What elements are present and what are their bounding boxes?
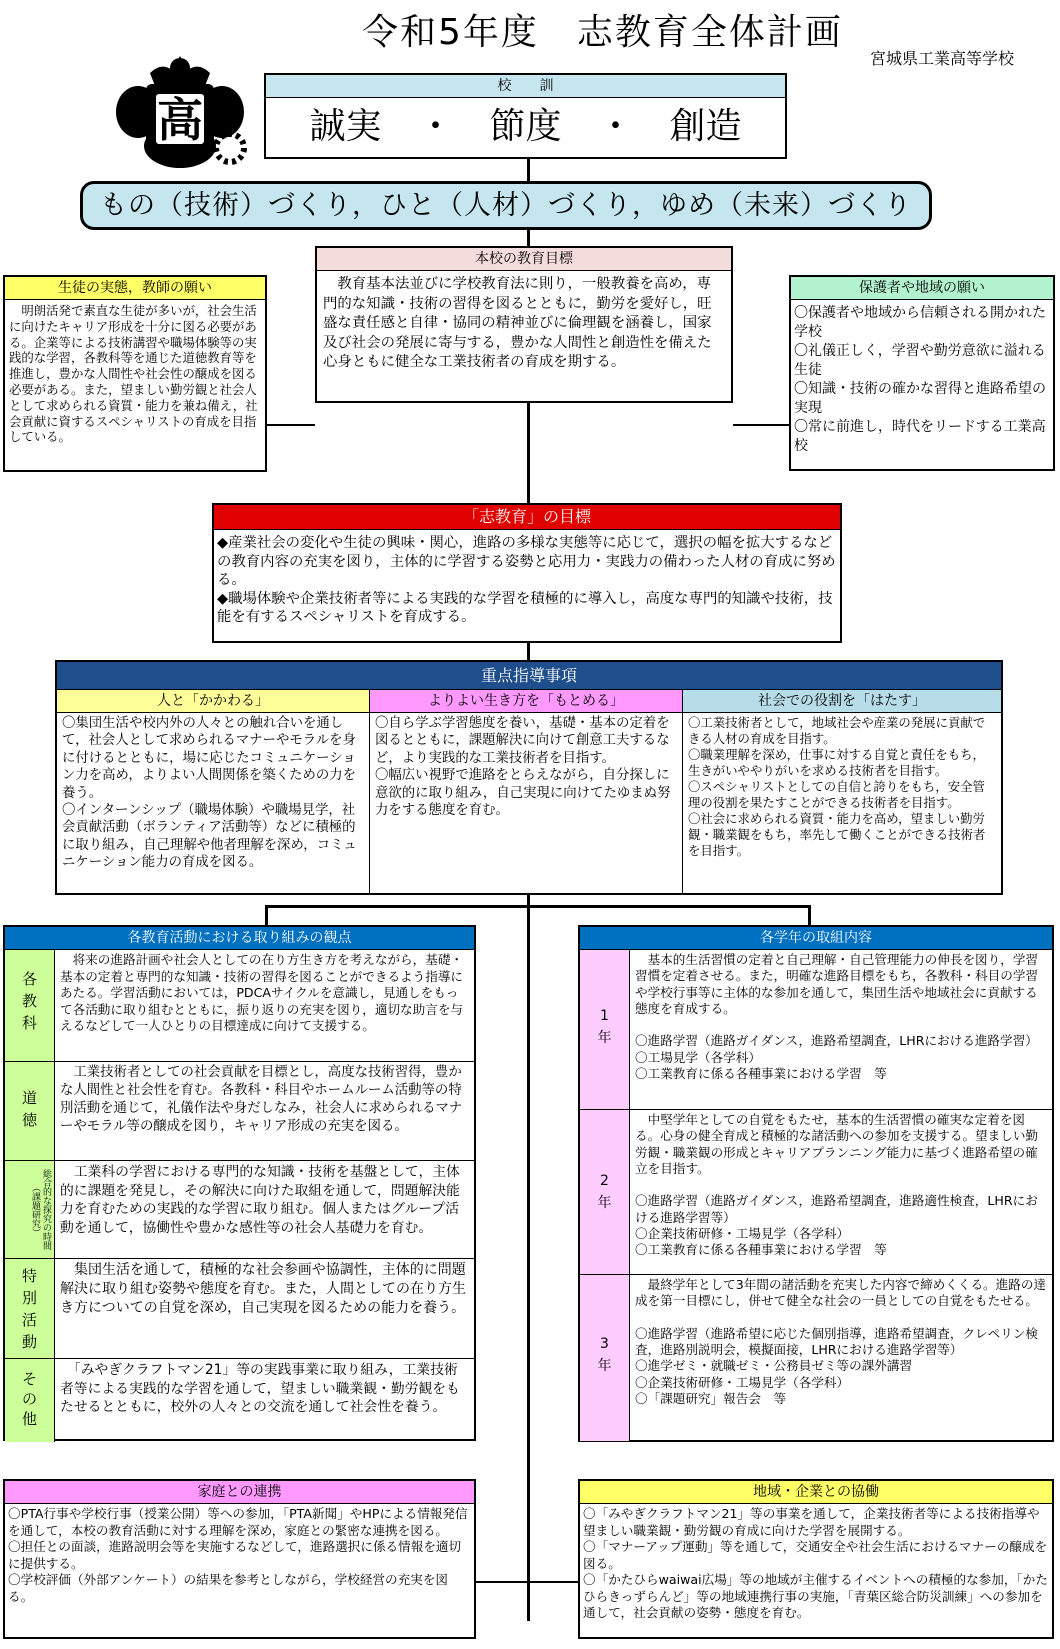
page-title: 令和5年度 志教育全体計画	[362, 12, 843, 53]
school-goal-box	[315, 246, 733, 403]
priority-column-text: 〇自ら学ぶ学習態度を養い，基礎・基本の定着を図るとともに，課題解決に向けて創意工夫するなど，より実践的な工業技術者を目指す。 〇幅広い視野で進路をとらえながら，自分探しに意欲的に取り組み，自己実現に向けてたゆまぬ努力をする態度を育む。	[375, 716, 671, 819]
school-goal-text: 教育基本法並びに学校教育法に則り，一般教養を高め，専門的な知識・技術の習得を図るとともに，勤労を愛好し，旺盛な責任感と自律・協同の精神並びに倫理観を涵養し，国家及び社会の発展に寄与する，豊かな人間性と創造性を備えた心身ともに健全な工業技術者の育成を期する。	[323, 276, 712, 370]
activity-text: 「みやぎクラフトマン21」等の実践事業に取り組み，工業技術者等による実践的な学習を通して，望ましい職業観・勤労観をもたせるとともに，校外の人々との交流を通して社会性を養う。	[60, 1362, 460, 1415]
grades-box	[578, 925, 1054, 1442]
school-goal-header: 本校の教育目標	[317, 248, 731, 271]
school-logo	[110, 48, 250, 173]
priority-header: 重点指導事項	[57, 662, 1001, 690]
connector-line	[267, 424, 315, 426]
kokun-header: 校 訓	[266, 75, 785, 98]
grade-label: 1 年	[580, 950, 630, 1109]
logo-character: 高	[157, 93, 203, 147]
connector-line	[733, 424, 790, 426]
connector-line	[265, 905, 268, 925]
guardian-wish-header: 保護者や地域の願い	[791, 277, 1053, 300]
guardian-wish-box	[789, 275, 1055, 471]
connector-line	[265, 905, 810, 908]
kokorozashi-goal-text: ◆産業社会の変化や生徒の興味・関心，進路の多様な実態等に応じて，選択の幅を拡大するなどの教育内容の充実を図り，主体的に学習する姿勢と応用力・実践力の備わった人材の育成に努める。 ◆職場体験や企業技術者等による実践的な学習を積極的に導入し，高度な専門的知識や技術，技能を有するスペシャリストを育成する。	[217, 535, 836, 625]
community-header: 地域・企業との協働	[580, 1481, 1052, 1504]
family-header: 家庭との連携	[5, 1481, 474, 1504]
connector-line	[475, 1581, 582, 1583]
school-name: 宮城県工業高等学校	[870, 49, 1015, 68]
activity-text: 将来の進路計画や社会人としての在り方生き方を考えながら，基礎・基本の定着と専門的な知識・技術の習得を図ることができるよう指導にあたる。学習活動においては，PDCAサイクルを意識し，見通しをもって各活動に取り組むとともに，振り返りの充実を図り，適切な助言を与えるなどして一人ひとりの目標達成に向けて支援する。	[60, 952, 463, 1033]
priority-column-text: 〇集団生活や校内外の人々との触れ合いを通して，社会人として求められるマナーやモラルを身に付けるとともに，場に応じたコミュニケーション力を高め，よりよい人間関係を築くための力を養う。 〇インターンシップ（職場体験）や職場見学，社会貢献活動（ボランティア活動等）などに積極的に取り組み，自己理解や他者理解を深め，コミュニケーション能力の育成を図る。	[62, 716, 357, 871]
priority-column-hatasu	[683, 690, 1001, 894]
grades-header: 各学年の取組内容	[580, 927, 1052, 950]
activity-text: 工業科の学習における専門的な知識・技術を基盤として，主体的に課題を発見し，その解決に向けた取組を通して，問題解決能力を育むための実践的な学習に取り組む。個人またはグループ活動を通して，協働性や豊かな感性等の社会人基礎力を育む。	[60, 1164, 460, 1236]
priority-column-header: 社会での役割を「はたす」	[683, 690, 1001, 713]
student-reality-header: 生徒の実態，教師の願い	[5, 277, 265, 300]
slogan-banner: もの（技術）づくり，ひと（人材）づくり，ゆめ（未来）づくり	[80, 181, 932, 230]
activity-label: 総合的な探究の時間（課題研究）	[5, 1161, 55, 1258]
kokorozashi-goal-header: 「志教育」の目標	[214, 505, 840, 530]
connector-line	[527, 403, 530, 506]
priority-box	[55, 660, 1003, 895]
activity-label: そ の 他	[5, 1359, 55, 1442]
grade-text: 中堅学年としての自覚をもたせ，基本的生活習慣の確実な定着を図る。心身の健全育成と積極的な諸活動への参加を支援する。望ましい勤労観・職業観の形成とキャリアプランニング能力に基づく進路希望の確立を目指す。 〇進路学習（進路ガイダンス，進路希望調査，進路適性検査，LHRにおける進路学習等） 〇企業技術研修・工場見学（各学科） 〇工業教育に係る各種事業における学習 等	[635, 1112, 1038, 1258]
kokun-text: 誠実 ・ 節度 ・ 創造	[309, 106, 742, 147]
student-reality-box	[3, 275, 267, 472]
priority-column-motomeru	[370, 690, 683, 894]
activities-box	[3, 925, 476, 1441]
connector-line	[527, 228, 530, 248]
student-reality-text: 明朗活発で素直な生徒が多いが，社会生活に向けたキャリア形成を十分に図る必要がある。企業等による技術講習や職場体験等の実践的な学習，各教科等を通じた道徳教育等を推進し，豊かな人間性や社会性の醸成を図る必要がある。また，望ましい勤労観と社会人として求められる資質・能力を兼ね備え，社会貢献に資するスペシャリストの育成を目指している。	[9, 303, 258, 445]
family-box	[3, 1479, 476, 1639]
community-box	[578, 1479, 1054, 1639]
activity-label: 各 教 科	[5, 950, 55, 1061]
kokorozashi-goal-box	[212, 503, 842, 643]
grade-label: 2 年	[580, 1110, 630, 1274]
priority-column-header: 人と「かかわる」	[57, 690, 369, 713]
connector-line	[808, 905, 811, 925]
family-text: 〇PTA行事や学校行事（授業公開）等への参加，「PTA新聞」やHPによる情報発信を通して，本校の教育活動に対する理解を深め，家庭との緊密な連携を図る。 〇担任との面談，進路説明会等を実施するなどして，進路選択に係る情報を適切に提供する。 〇学校評価（外部アンケート）の結果を参考としながら，学校経営の充実を図る。	[8, 1506, 468, 1604]
activity-label: 特 別 活 動	[5, 1259, 55, 1358]
kokun-box	[264, 73, 787, 159]
connector-line	[527, 157, 530, 181]
grade-text: 最終学年として3年間の諸活動を充実した内容で締めくくる。進路の達成を第一目標にし，併せて健全な社会の一員としての自覚をもたせる。 〇進路学習（進路希望に応じた個別指導，進路希望調査，クレペリン検査，進路別説明会，模擬面接，LHRにおける進路学習等） 〇進学ゼミ・就職ゼミ・公務員ゼミ等の課外講習 〇企業技術研修・工場見学（各学科） 〇「課題研究」報告会 等	[635, 1277, 1047, 1407]
priority-column-text: 〇工業技術者として，地域社会や産業の発展に貢献できる人材の育成を目指す。 〇職業理解を深め，仕事に対する自覚と責任をもち，生きがいややりがいを求める技術者を目指す。 〇スペシャリストとしての自信と誇りをもち，安全管理の役割を果たすことができる技術者を目指す。 〇社会に求められる資質・能力を高め，望ましい勤労観・職業観をもち，率先して働くことができる技術者を目指す。	[688, 715, 986, 858]
connector-line	[527, 893, 530, 1621]
community-text: 〇「みやぎクラフトマン21」等の事業を通して，企業技術者等による技術指導や望ましい職業観・勤労観の育成に向けた学習を展開する。 〇「マナーアップ運動」等を通して，交通安全や社会生活におけるマナーの醸成を図る。 〇「かたひらwaiwai広場」等の地域が主催するイベントへの積極的な参加，「かたひらきっずらんど」等の地域連携行事の実施，「青葉区総合防災訓練」への参加を通して，社会貢献の姿勢・態度を育む。	[583, 1506, 1048, 1620]
grade-label: 3 年	[580, 1275, 630, 1441]
grade-text: 基本的生活習慣の定着と自己理解・自己管理能力の伸長を図り，学習習慣を定着させる。また，明確な進路目標をもち，各教科・科目の学習や学校行事等に主体的な参加を通して，集団生活や地域社会に貢献する態度を育成する。 〇進路学習（進路ガイダンス，進路希望調査，LHRにおける進路学習） 〇工場見学（各学科） 〇工業教育に係る各種事業における学習 等	[635, 952, 1038, 1082]
activity-text: 集団生活を通して，積極的な社会参画や協調性，主体的に問題解決に取り組む姿勢や態度を育む。また，人間としての在り方生き方についての自覚を深め，自己実現を図るための能力を養う。	[60, 1262, 466, 1316]
connector-line	[527, 642, 530, 660]
activity-label: 道 徳	[5, 1062, 55, 1160]
activity-text: 工業技術者としての社会貢献を目標とし，高度な技術習得，豊かな人間性と社会性を育む。各教科・科目やホームルーム活動等の特別活動を通じて，礼儀作法や身だしなみ，社会人に求められるマナーやモラル等の醸成を図り，キャリア形成の充実を図る。	[60, 1065, 463, 1134]
priority-column-header: よりよい生き方を「もとめる」	[370, 690, 682, 713]
priority-column-kakawaru	[57, 690, 370, 894]
activities-header: 各教育活動における取り組みの観点	[5, 927, 474, 950]
guardian-wish-text: 〇保護者や地域から信頼される開かれた学校 〇礼儀正しく，学習や勤労意欲に溢れる生徒 〇知識・技術の確かな習得と進路希望の実現 〇常に前進し，時代をリードする工業高校	[794, 305, 1046, 454]
